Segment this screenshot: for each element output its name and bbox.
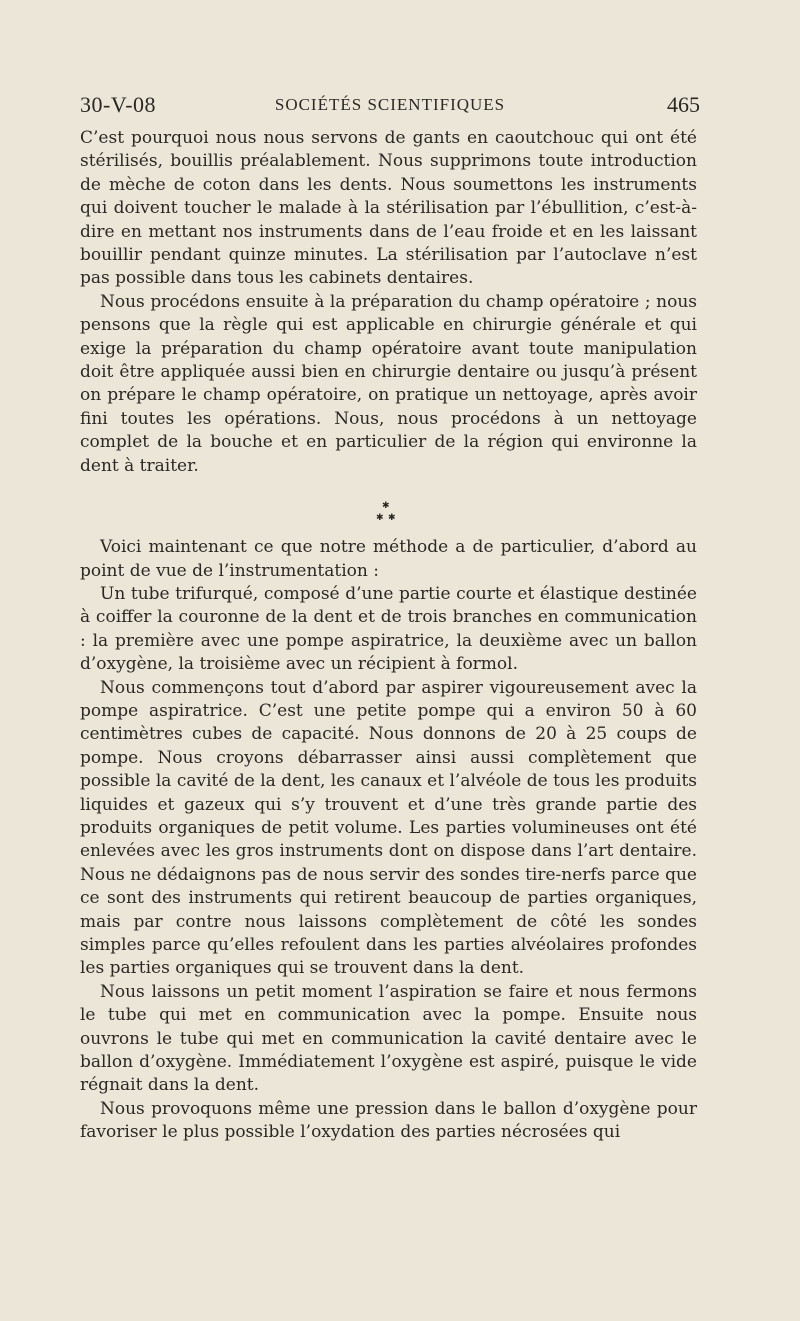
paragraph: Nous procédons ensuite à la préparation du champ opératoire ; nous pensons que la règle qui est applicable en chirurgie générale et qui exige la préparation du champ opératoire avant toute manipulation doit être appliquée aussi bien en chirurgie dentaire ou jusqu’à présent on prépare le champ opératoire, on pratique un nettoyage, après avoir fini toutes les opérations. Nous, nous procédons à un nettoyage complet de la bouche et en particulier de la région qui environne la dent à traiter. xyxy=(80,291,697,476)
paragraph: Un tube trifurqué, composé d’une partie courte et élastique destinée à coiffer la couronne de la dent et de trois branches en communication : la première avec une pompe aspiratrice, la deuxième avec un ballon d’oxygène, la troisième avec un récipient à formol. xyxy=(80,583,697,675)
running-header xyxy=(80,92,700,122)
page-body xyxy=(80,127,697,1145)
paragraph: Voici maintenant ce que notre méthode a de particulier, d’abord au point de vue de l’instrumentation : xyxy=(80,537,697,581)
paragraph: Nous commençons tout d’abord par aspirer vigoureusement avec la pompe aspiratrice. C’est une petite pompe qui a environ 50 à 60 centimètres cubes de capacité. Nous donnons de 20 à 25 coups de pompe. Nous croyons débarrasser ainsi aussi complètement que possible la cavité de la dent, les canaux et l’alvéole de tous les produits liquides et gazeux qui s’y trouvent et d’une très grande partie des produits organiques de petit volume. Les parties volumineuses ont été enlevées avec les gros instruments dont on dispose dans l’art dentaire. Nous ne dédaignons pas de nous servir des sondes tire-nerfs parce que ce sont des instruments qui retirent beaucoup de parties organiques, mais par contre nous laissons complètement de côté les sondes simples parce qu’elles refoulent dans les parties alvéolaires profondes les parties organiques qui se trouvent dans la dent. xyxy=(80,677,697,979)
page-number: 465 xyxy=(667,92,700,117)
asterisk-icon: ✱ xyxy=(388,513,396,524)
asterisk-icon: ✱ xyxy=(376,513,384,524)
header-section-title: SOCIÉTÉS SCIENTIFIQUES xyxy=(274,95,506,114)
asterisk-icon: ✱ xyxy=(382,501,390,512)
paragraph: C’est pourquoi nous nous servons de gants en caoutchouc qui ont été stérilisés, bouillis préalablement. Nous supprimons toute introduction de mèche de coton dans les dents. Nous soumettons les instruments qui doivent toucher le malade à la stérilisation par l’ébullition, c’est-à-dire en mettant nos instruments dans de l’eau froide et en les laissant bouillir pendant quinze minutes. La stérilisation par l’autoclave n’est pas possible dans tous les cabinets dentaires. xyxy=(80,128,697,289)
paragraph: Nous provoquons même une pression dans le ballon d’oxygène pour favoriser le plus possible l’oxydation des parties nécrosées qui xyxy=(80,1098,697,1143)
header-date: 30-V-08 xyxy=(80,92,157,117)
section-break xyxy=(80,482,697,530)
paragraph: Nous laissons un petit moment l’aspiration se faire et nous fermons le tube qui met en communication avec la pompe. Ensuite nous ouvrons le tube qui met en communication la cavité dentaire avec le ballon d’oxygène. Immédiatement l’oxygène est aspiré, puisque le vide régnait dans la dent. xyxy=(80,981,697,1096)
